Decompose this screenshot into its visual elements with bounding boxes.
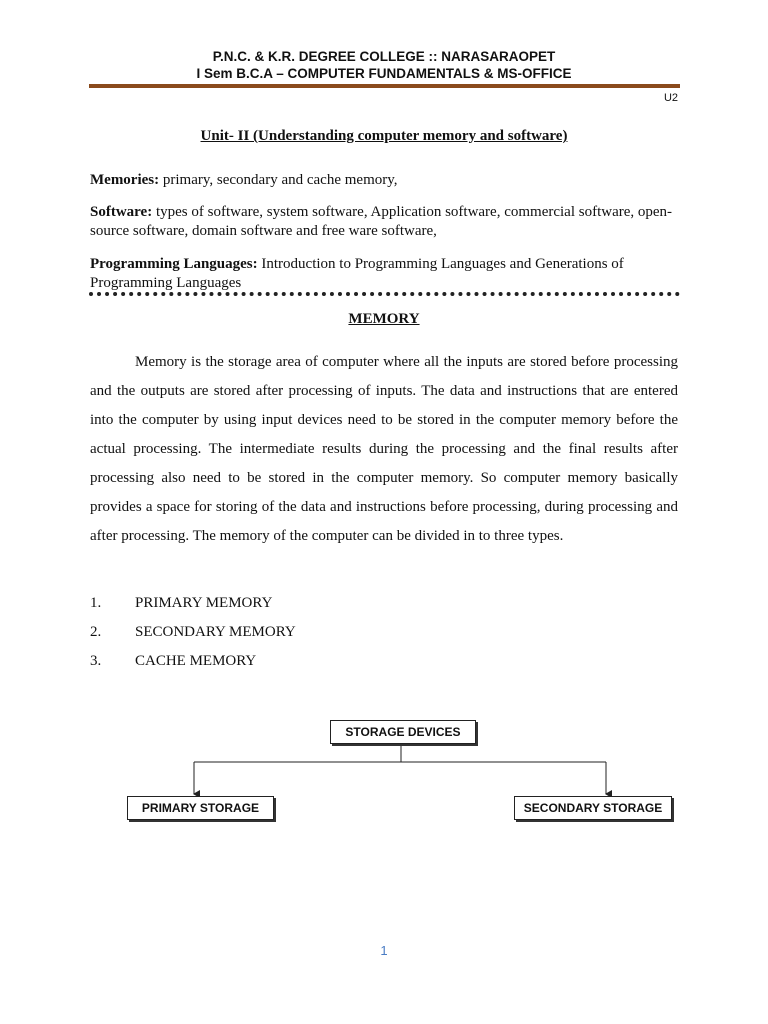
memories-text: primary, secondary and cache memory, — [159, 172, 398, 188]
software-label: Software: — [90, 204, 153, 220]
software-text: types of software, system software, Application software, commercial software, open-source software, domain software and free ware software, — [90, 204, 673, 239]
header-college: P.N.C. & K.R. DEGREE COLLEGE :: NARASARAOPET — [212, 49, 556, 64]
page-number: 1 — [380, 943, 388, 958]
list-number: 2. — [90, 624, 102, 640]
memories-label: Memories: — [90, 172, 160, 188]
list-label: CACHE MEMORY — [135, 653, 257, 669]
list-label: SECONDARY MEMORY — [135, 624, 296, 640]
unit-code: U2 — [663, 92, 678, 104]
header-course: I Sem B.C.A – COMPUTER FUNDAMENTALS & MS-OFFICE — [196, 66, 572, 81]
memory-paragraph: Memory is the storage area of computer where all the inputs are stored before processing and the outputs are stored after processing of inputs. The data and instructions that are entered into the computer by using input devices need to be stored in the computer memory before the actual processing. The intermediate results during the processing and the final results after processing also need to be stored in the computer memory. So computer memory basically provides a space for storing of the data and instructions before processing, during processing and after processing. The memory of the computer can be divided in to three types. — [90, 354, 678, 544]
programming-label: Programming Languages: — [90, 256, 258, 272]
list-number: 1. — [90, 595, 102, 611]
programming-text: Introduction to Programming Languages and Generations of Programming Languages — [90, 256, 624, 291]
memory-heading: MEMORY — [348, 311, 420, 327]
unit-title: Unit- II (Understanding computer memory and software) — [200, 128, 568, 144]
list-label: PRIMARY MEMORY — [135, 595, 273, 611]
primary-storage-box: PRIMARY STORAGE — [127, 796, 274, 820]
storage-devices-box: STORAGE DEVICES — [330, 720, 476, 744]
secondary-storage-box: SECONDARY STORAGE — [514, 796, 672, 820]
list-number: 3. — [90, 653, 102, 669]
